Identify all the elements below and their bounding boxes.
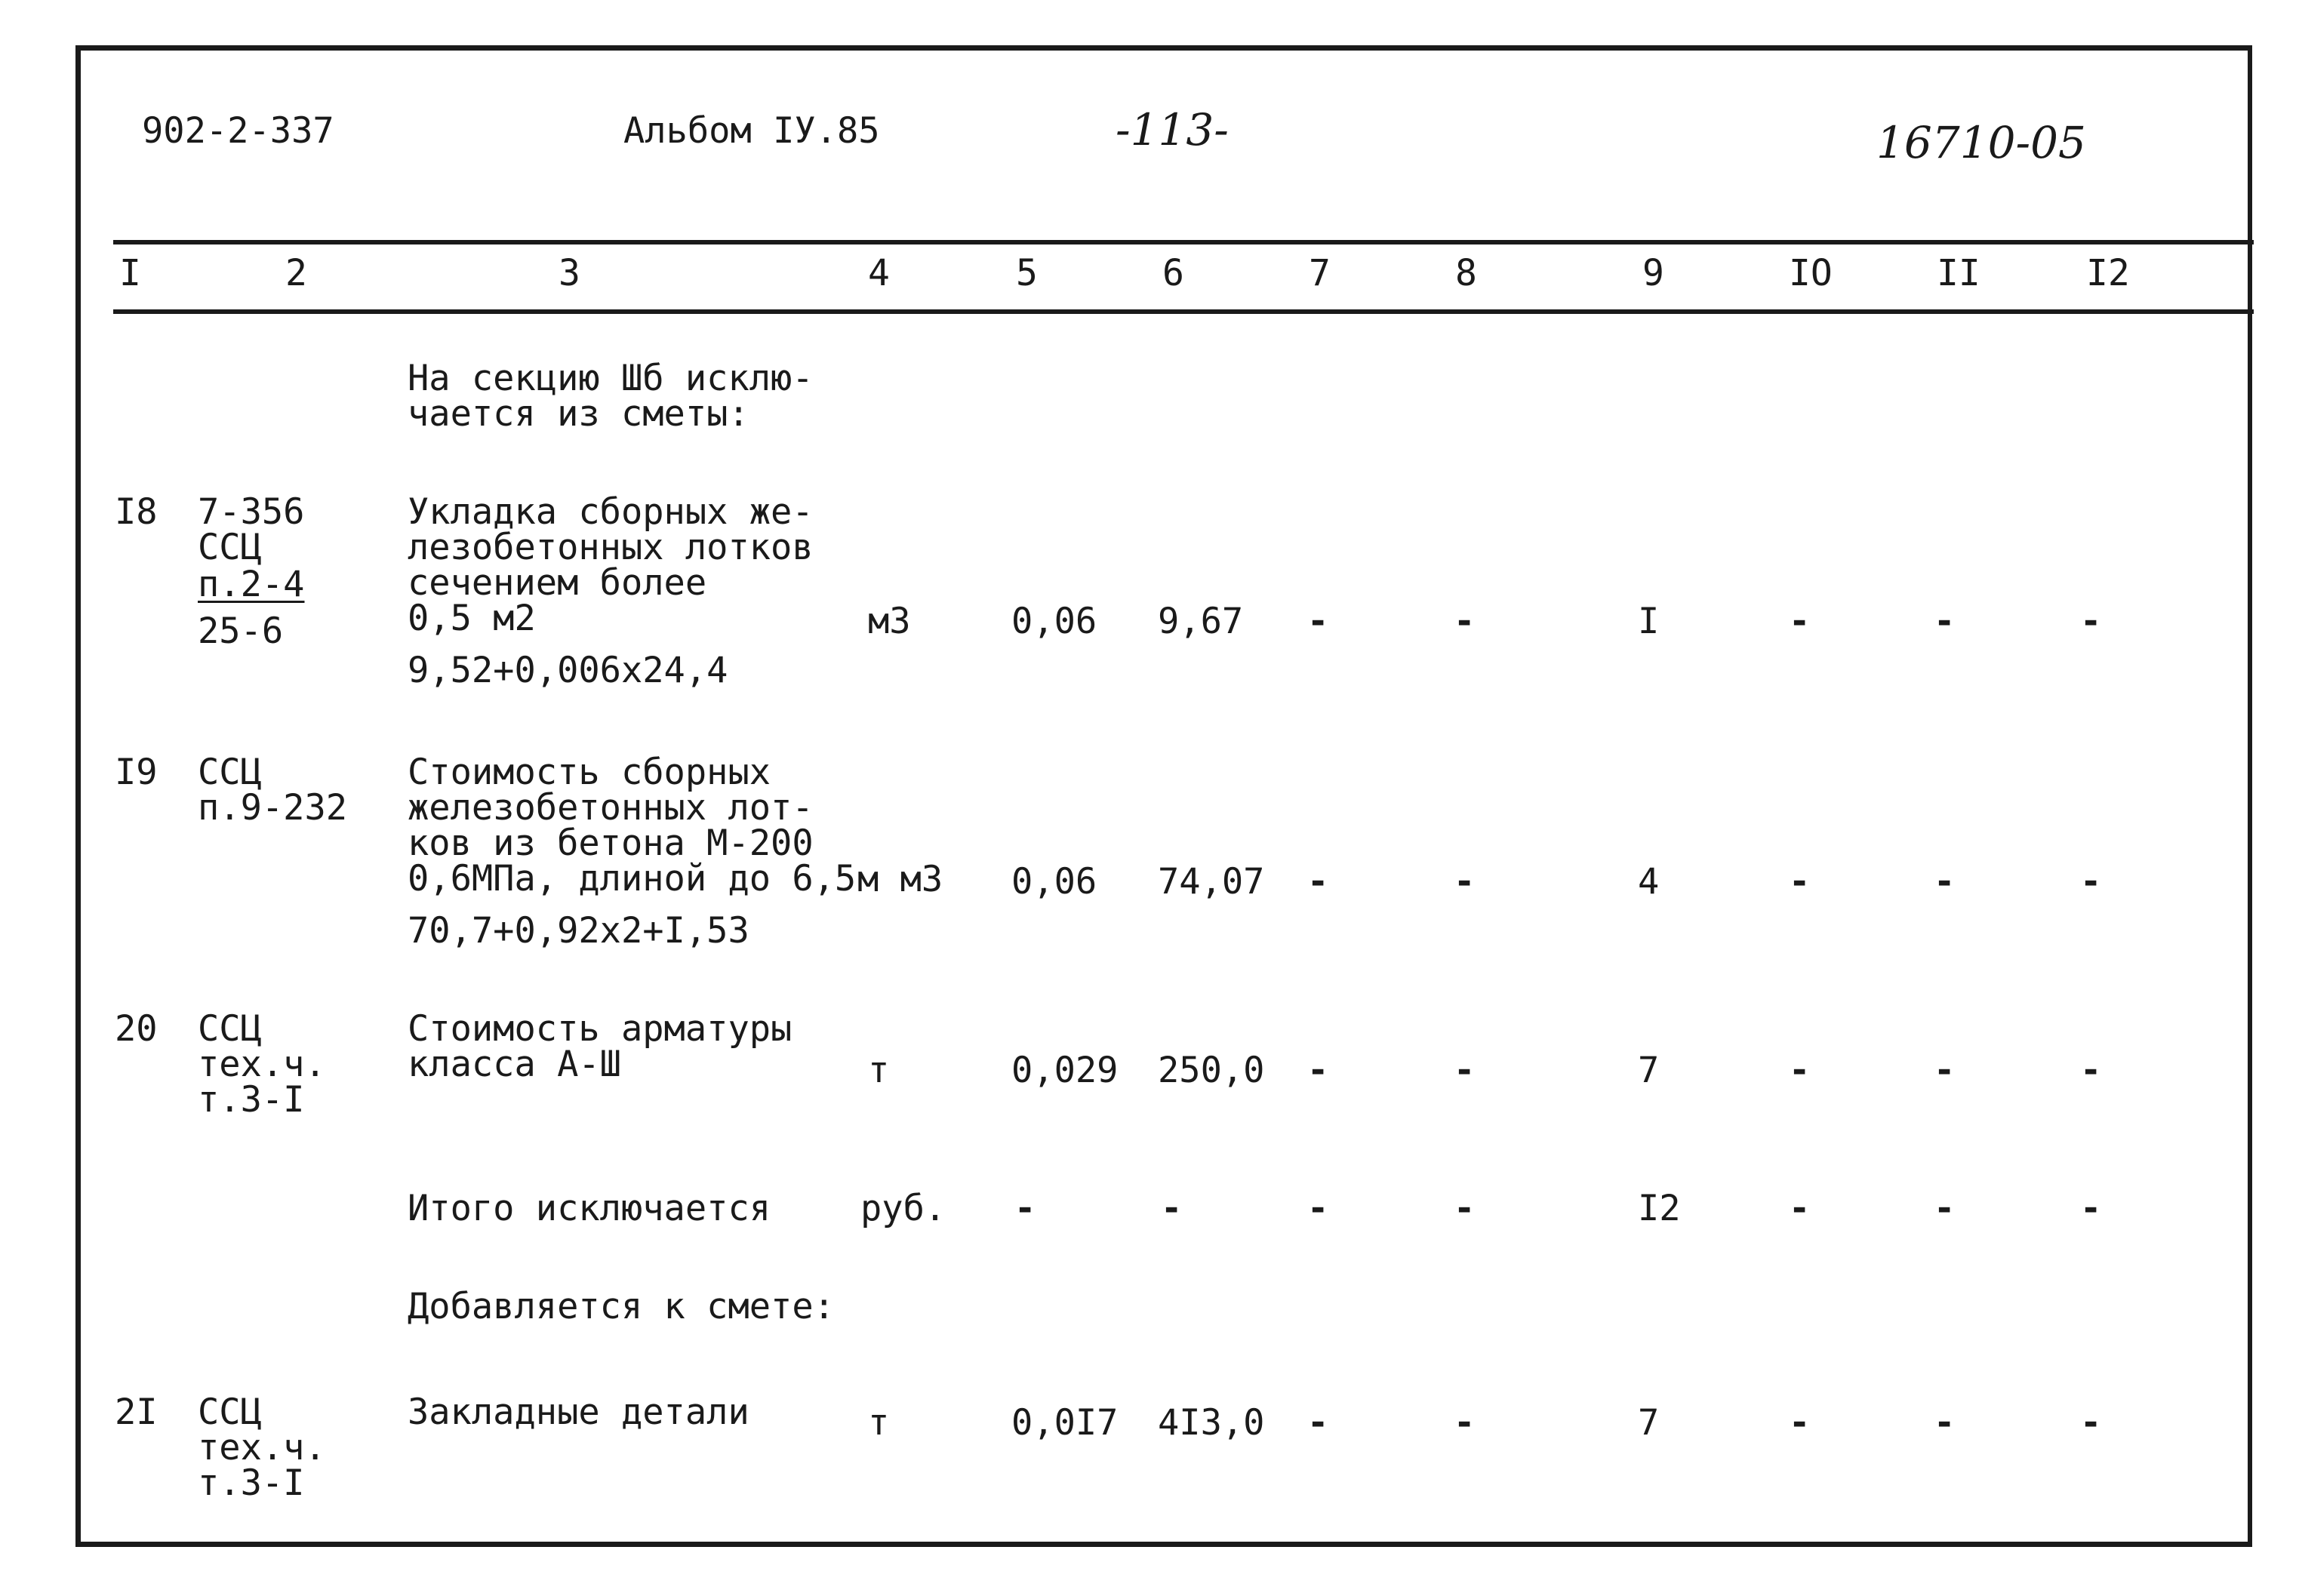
sheet-number: 16710-05 (1876, 117, 2086, 168)
row-21-qty: 0,0I7 (1011, 1402, 1119, 1444)
total-price: - (1161, 1188, 1183, 1229)
col-header-3: 3 (559, 252, 580, 294)
row-18-code-tail: 25-6 (198, 610, 284, 652)
row-21-col8: - (1454, 1402, 1476, 1444)
section-exclude-heading: На секцию Шб исклю- чается из сметы: (408, 358, 814, 435)
row-19-col10: - (1789, 861, 1811, 903)
row-19-col7: - (1307, 861, 1329, 903)
row-18-description: Укладка сборных же- лезобетонных лотков сечением более 0,5 м2 (408, 491, 814, 639)
page-number: -113- (1116, 104, 1229, 155)
row-20-col11: - (1934, 1050, 1956, 1091)
row-18-col11: - (1934, 601, 1956, 642)
row-19-col9: 4 (1638, 861, 1660, 903)
row-18-col9: I (1638, 601, 1660, 642)
row-21-unit: т (868, 1402, 890, 1444)
row-18-col8: - (1454, 601, 1476, 642)
row-18-col12: - (2080, 601, 2102, 642)
doc-code: 902-2-337 (142, 110, 334, 152)
total-label: Итого исключается (408, 1188, 771, 1229)
row-21-col11: - (1934, 1402, 1956, 1444)
row-18-col7: - (1307, 601, 1329, 642)
row-19-formula: 70,7+0,92х2+I,53 (408, 910, 749, 952)
row-21-number: 2I (115, 1392, 158, 1433)
row-19-qty: 0,06 (1011, 861, 1097, 903)
row-21-col12: - (2080, 1402, 2102, 1444)
row-18-code: 7-356 ССЦ (198, 491, 305, 568)
row-19-number: I9 (115, 752, 158, 793)
col-header-1: I (119, 252, 141, 294)
row-20-price: 250,0 (1158, 1050, 1265, 1091)
header-top-rule (113, 240, 2254, 244)
album-label: Альбом IУ.85 (623, 110, 880, 152)
col-header-2: 2 (285, 252, 307, 294)
row-20-unit: т (868, 1050, 890, 1091)
row-20-number: 20 (115, 1008, 158, 1050)
row-19-description: Стоимость сборных железобетонных лот- ков из бетона М-200 0,6МПа, длиной до 6,5 (408, 752, 857, 899)
col-header-5: 5 (1016, 252, 1038, 294)
total-col7: - (1307, 1188, 1329, 1229)
col-header-12: I2 (2086, 252, 2130, 294)
row-21-col7: - (1307, 1402, 1329, 1444)
row-19-code: ССЦ п.9-232 (198, 752, 348, 829)
col-header-6: 6 (1162, 252, 1184, 294)
row-20-col8: - (1454, 1050, 1476, 1091)
row-18-col10: - (1789, 601, 1811, 642)
header-bottom-rule (113, 309, 2254, 314)
row-21-price: 4I3,0 (1158, 1402, 1265, 1444)
row-20-col10: - (1789, 1050, 1811, 1091)
total-col12: - (2080, 1188, 2102, 1229)
row-18-qty: 0,06 (1011, 601, 1097, 642)
total-qty: - (1014, 1188, 1036, 1229)
row-20-col7: - (1307, 1050, 1329, 1091)
row-19-col8: - (1454, 861, 1476, 903)
row-18-price: 9,67 (1158, 601, 1244, 642)
col-header-9: 9 (1642, 252, 1664, 294)
row-21-col10: - (1789, 1402, 1811, 1444)
total-col8: - (1454, 1188, 1476, 1229)
row-19-col12: - (2080, 861, 2102, 903)
col-header-8: 8 (1455, 252, 1477, 294)
row-18-formula: 9,52+0,006х24,4 (408, 650, 728, 691)
total-unit: руб. (860, 1188, 946, 1229)
row-20-description: Стоимость арматуры класса А-Ш (408, 1008, 792, 1085)
row-20-col12: - (2080, 1050, 2102, 1091)
row-20-qty: 0,029 (1011, 1050, 1119, 1091)
row-19-price: 74,07 (1158, 861, 1265, 903)
row-20-code: ССЦ тех.ч. т.3-I (198, 1008, 326, 1121)
col-header-7: 7 (1309, 252, 1331, 294)
row-19-unit: м м3 (857, 859, 943, 900)
col-header-10: IO (1789, 252, 1833, 294)
section-add-heading: Добавляется к смете: (408, 1286, 835, 1327)
total-col10: - (1789, 1188, 1811, 1229)
row-18-number: I8 (115, 491, 158, 533)
row-18-unit: м3 (868, 601, 911, 642)
col-header-11: II (1937, 252, 1980, 294)
row-21-code: ССЦ тех.ч. т.3-I (198, 1392, 326, 1504)
row-19-col11: - (1934, 861, 1956, 903)
total-col11: - (1934, 1188, 1956, 1229)
row-18-code-clause: п.2-4 (198, 564, 305, 605)
row-20-col9: 7 (1638, 1050, 1660, 1091)
total-col9: I2 (1638, 1188, 1681, 1229)
row-21-description: Закладные детали (408, 1392, 749, 1433)
col-header-4: 4 (868, 252, 890, 294)
row-21-col9: 7 (1638, 1402, 1660, 1444)
